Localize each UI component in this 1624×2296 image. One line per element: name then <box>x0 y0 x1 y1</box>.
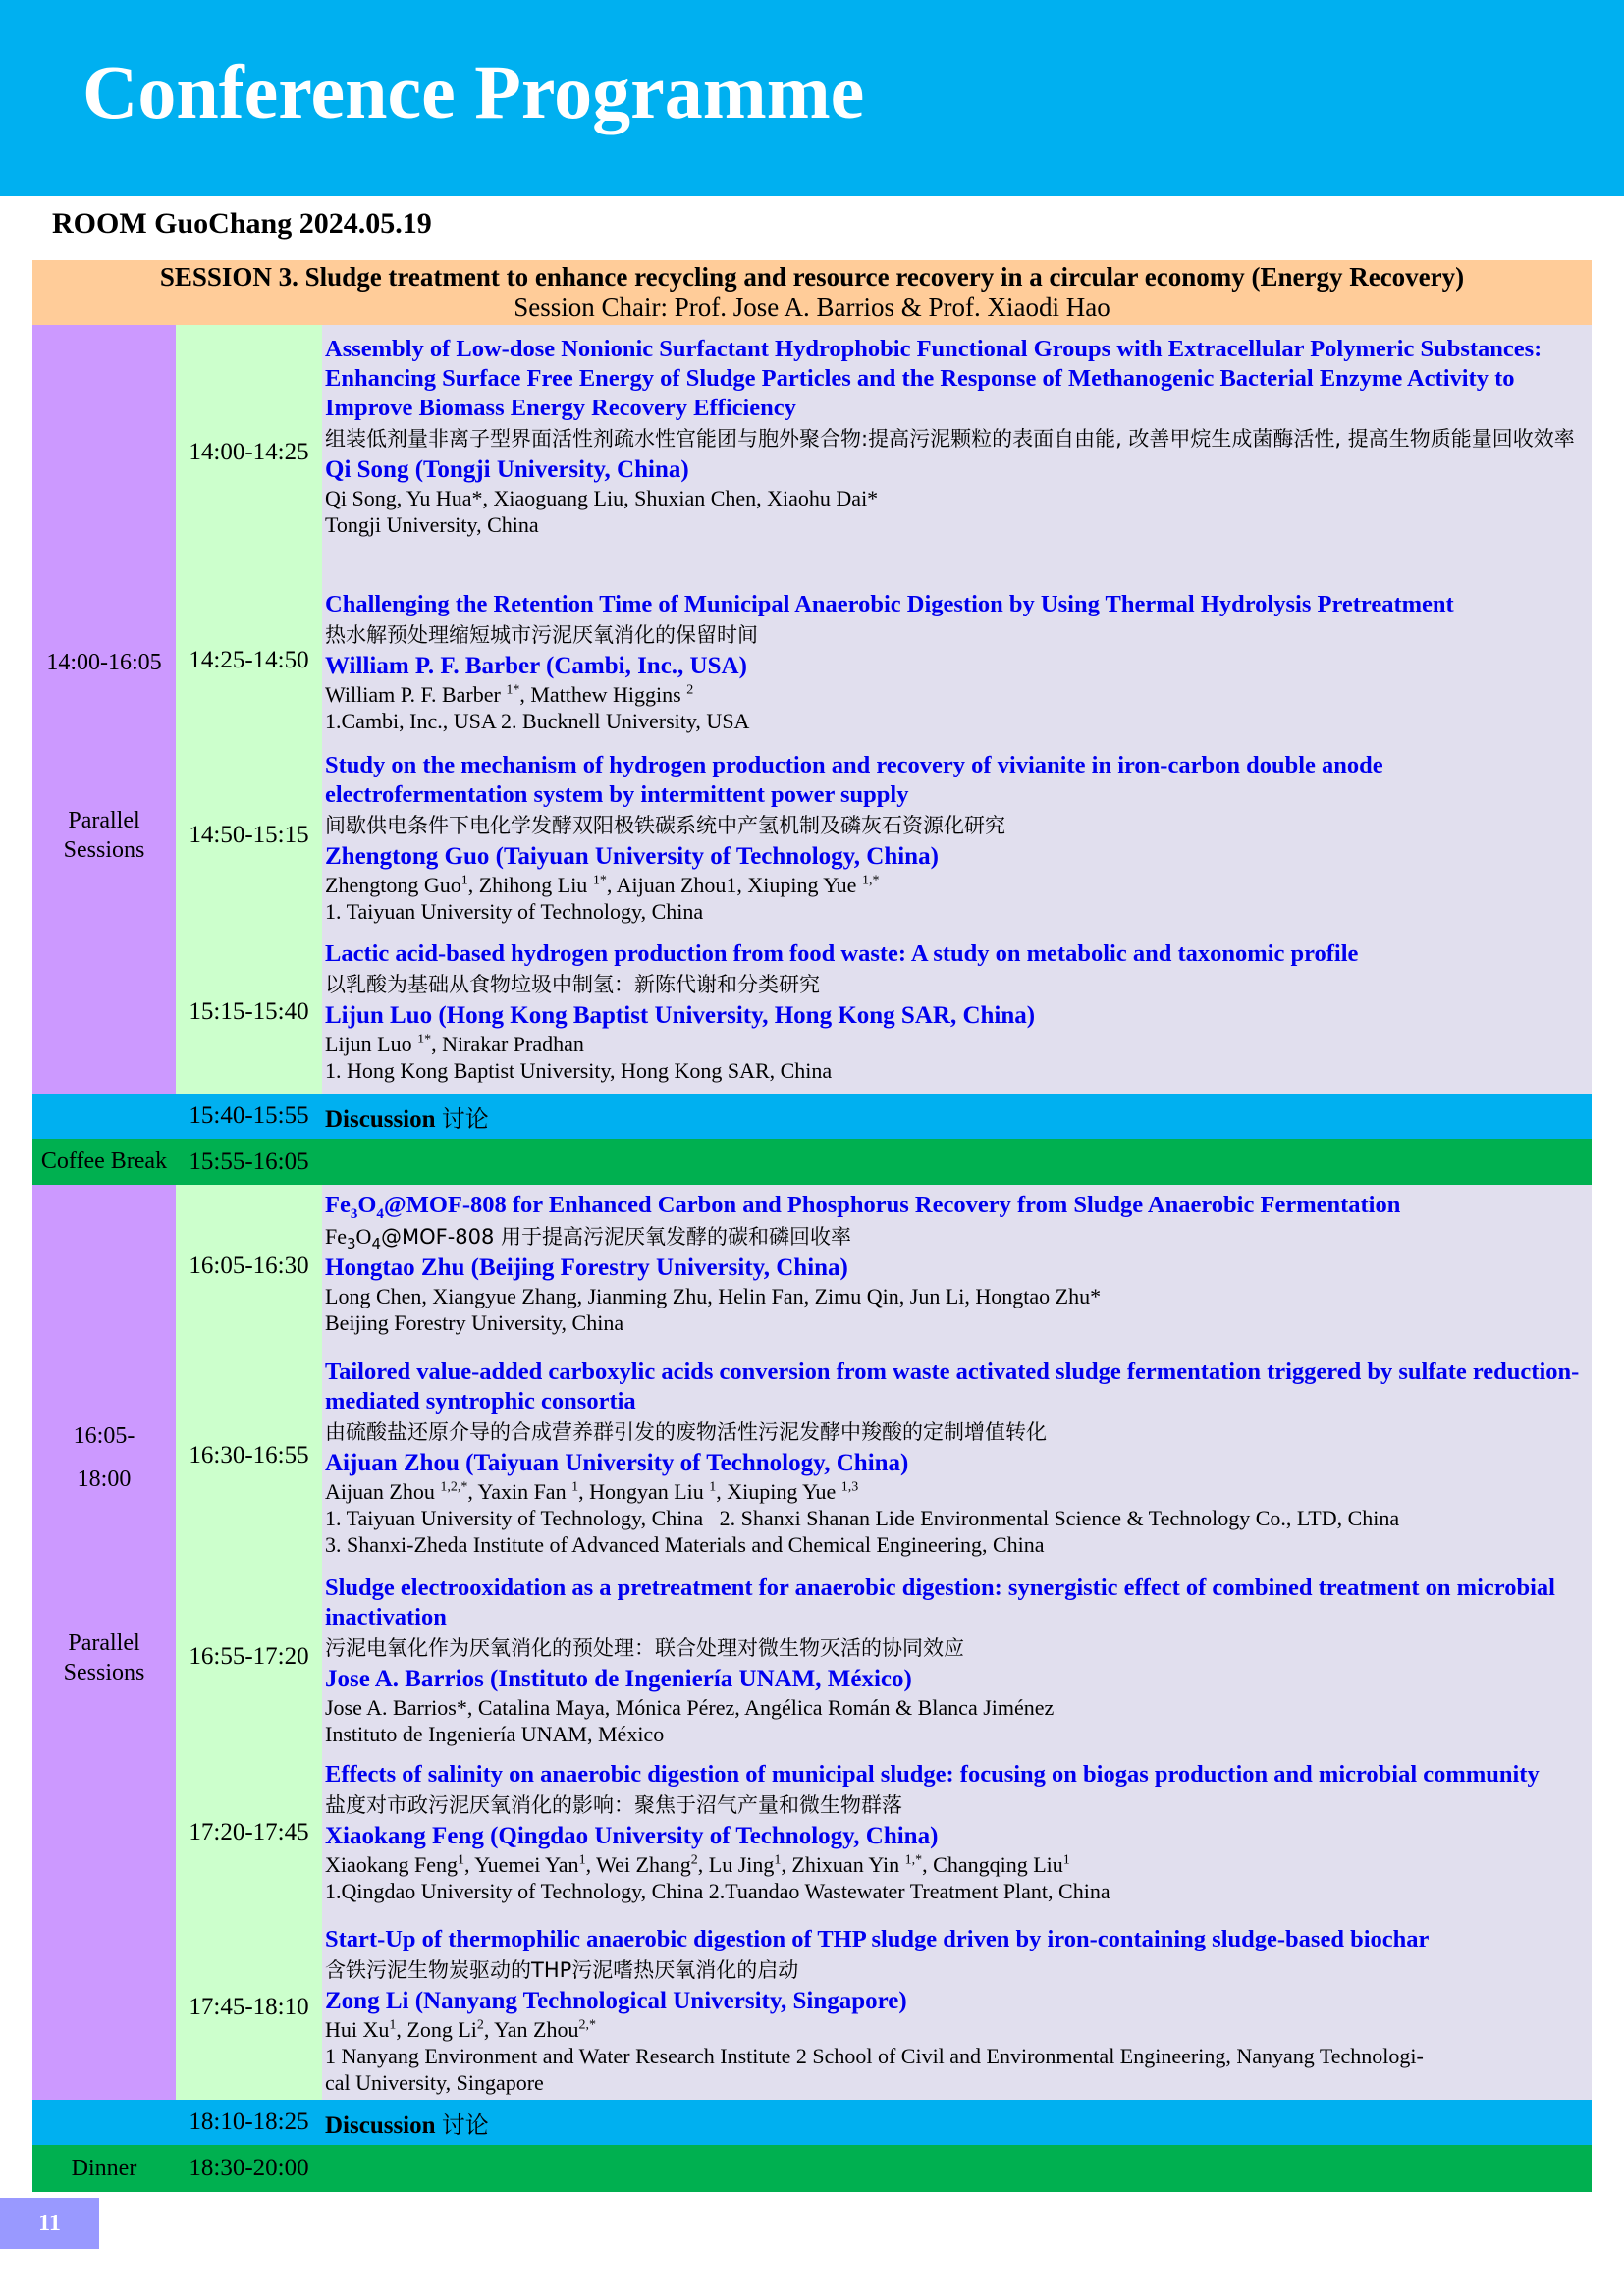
talk-item <box>325 1760 1590 1904</box>
time-slot: 14:50-15:15 <box>189 822 309 848</box>
affiliation: cal University, Singapore <box>325 2070 544 2095</box>
discussion-row <box>32 1094 1592 1139</box>
authors: Long Chen, Xiangyue Zhang, Jianming Zhu, Helin Fan, Zimu Qin, Jun Li, Hongtao Zhu* <box>325 1284 1102 1308</box>
label-line: Parallel <box>68 808 140 833</box>
time-line: 16:05- <box>73 1423 135 1449</box>
label-line: Sessions <box>63 1660 145 1685</box>
page-number: 11 <box>0 2198 99 2249</box>
label-line: Sessions <box>63 837 145 863</box>
talk-title: Start-Up of thermophilic anaerobic digestion of THP sludge driven by iron-containing sludge-based biochar <box>325 1926 1430 1952</box>
block1-talks <box>322 325 1592 1094</box>
talk-title-zh: 以乳酸为基础从食物垃圾中制氢：新陈代谢和分类研究 <box>325 973 820 996</box>
speaker: Aijuan Zhou (Taiyuan University of Technology, China) <box>325 1450 909 1476</box>
talk-item <box>325 335 1590 538</box>
coffee-break-label: Coffee Break <box>40 1148 168 1174</box>
talk-title: Challenging the Retention Time of Municipal Anaerobic Digestion by Using Thermal Hydrolysis Pretreatment <box>325 591 1454 617</box>
time-slot: 15:15-15:40 <box>189 997 309 1025</box>
talk-title: Assembly of Low-dose Nonionic Surfactant Hydrophobic Functional Groups with Extracellular Polymeric Substances: Enhancing Surface Free Energy of Sludge Particles and the Response of Methanogenic Bacterial Enzyme Activity to Improve Biomass Energy Recovery Efficiency <box>325 336 1543 421</box>
speaker: William P. F. Barber (Cambi, Inc., USA) <box>325 653 747 679</box>
talk-item <box>325 751 1590 925</box>
block1-time: 14:00-16:05 <box>46 650 162 675</box>
speaker: Zhengtong Guo (Taiyuan University of Technology, China) <box>325 843 939 870</box>
block2-left-column <box>32 1185 176 2100</box>
affiliation: 1. Hong Kong Baptist University, Hong Kong SAR, China <box>325 1058 833 1083</box>
talk-item <box>325 1358 1590 1558</box>
header-banner <box>0 0 1624 196</box>
talk-title-zh: 含铁污泥生物炭驱动的THP污泥嗜热厌氧消化的启动 <box>325 1958 799 1982</box>
dinner-row <box>32 2145 1592 2192</box>
speaker: Hongtao Zhu (Beijing Forestry University, China) <box>325 1255 848 1281</box>
talk-title: Lactic acid-based hydrogen production from food waste: A study on metabolic and taxonomic profile <box>325 940 1359 967</box>
talk-title-zh: 间歇供电条件下电化学发酵双阳极铁碳系统中产氢机制及磷灰石资源化研究 <box>325 814 1005 837</box>
time-slot: 17:20-17:45 <box>189 1819 309 1845</box>
page-title: Conference Programme <box>82 49 865 134</box>
talk-item <box>325 939 1590 1084</box>
time-line: 18:00 <box>77 1467 132 1492</box>
dinner-label: Dinner <box>71 2155 137 2181</box>
authors: Lijun Luo $^{1*}$, Nirakar Pradhan <box>325 1032 584 1056</box>
affiliation: 1.Qingdao University of Technology, China 2.Tuandao Wastewater Treatment Plant, China <box>325 1879 1110 1903</box>
session-header <box>32 260 1592 325</box>
authors: Xiaokang Feng$^1$, Yuemei Yan$^1$, Wei Zhang$^2$, Lu Jing$^1$, Zhixuan Yin $^{1,*}$, Changqing Liu$^1$ <box>325 1852 1070 1877</box>
discussion-row <box>32 2100 1592 2145</box>
time-slot: 14:00-14:25 <box>189 439 309 465</box>
affiliation: Beijing Forestry University, China <box>325 1310 624 1335</box>
dinner-time: 18:30-20:00 <box>189 2155 309 2181</box>
block2-time-column <box>176 1185 322 2100</box>
talk-title-zh: 盐度对市政污泥厌氧消化的影响：聚焦于沼气产量和微生物群落 <box>325 1793 902 1817</box>
session-title: SESSION 3. Sludge treatment to enhance recycling and resource recovery in a circular economy (Energy Recovery) <box>159 262 1465 292</box>
talk-title-zh: 热水解预处理缩短城市污泥厌氧消化的保留时间 <box>325 623 758 647</box>
speaker: Jose A. Barrios (Instituto de Ingeniería UNAM, México) <box>325 1666 912 1692</box>
authors: Jose A. Barrios*, Catalina Maya, Mónica Pérez, Angélica Román & Blanca Jiménez <box>325 1695 1055 1720</box>
talk-title-zh: 由硫酸盐还原介导的合成营养群引发的废物活性污泥发酵中羧酸的定制增值转化 <box>325 1420 1047 1444</box>
talk-title-zh: $Fe_3O_4@MOF-808$ 用于提高污泥厌氧发酵的碳和磷回收率 <box>325 1224 852 1254</box>
block2-time <box>32 1415 176 1501</box>
authors: Zhengtong Guo$^1$, Zhihong Liu $^{1*}$, Aijuan Zhou1, Xiuping Yue $^{1,*}$ <box>325 873 880 897</box>
affiliation: Instituto de Ingeniería UNAM, México <box>325 1722 665 1746</box>
affiliation: 1.Cambi, Inc., USA 2. Bucknell University, USA <box>325 709 750 733</box>
block2-label <box>32 1629 176 1687</box>
label-line: Parallel <box>68 1630 140 1656</box>
time-slot: 16:05-16:30 <box>189 1253 309 1279</box>
discussion-time: 15:40-15:55 <box>189 1102 309 1129</box>
authors: Hui Xu$^1$, Zong Li$^2$, Yan Zhou$^{2,*}$ <box>325 2017 596 2042</box>
discussion-time: 18:10-18:25 <box>189 2109 309 2135</box>
affiliation: 1. Taiyuan University of Technology, China <box>325 899 704 924</box>
affiliation: 1 Nanyang Environment and Water Research Institute 2 School of Civil and Environmental Engineering, Nanyang Technologi- <box>325 2044 1424 2068</box>
talk-title: Study on the mechanism of hydrogen production and recovery of vivianite in iron-carbon double anode electrofermentation system by intermittent power supply <box>325 752 1383 808</box>
authors: Qi Song, Yu Hua*, Xiaoguang Liu, Shuxian Chen, Xiaohu Dai* <box>325 486 879 510</box>
talk-item <box>325 1574 1590 1747</box>
block1-time-column <box>176 325 322 1094</box>
talk-item <box>325 1925 1590 2096</box>
talk-item <box>325 590 1590 734</box>
block2-talks <box>322 1185 1592 2100</box>
speaker: Qi Song (Tongji University, China) <box>325 456 689 483</box>
coffee-break-row <box>32 1139 1592 1185</box>
affiliation: 3. Shanxi-Zheda Institute of Advanced Materials and Chemical Engineering, China <box>325 1532 1045 1557</box>
affiliation: 1. Taiyuan University of Technology, China 2. Shanxi Shanan Lide Environmental Science & Technology Co., LTD, China <box>325 1506 1400 1530</box>
speaker: Xiaokang Feng (Qingdao University of Technology, China) <box>325 1823 939 1849</box>
speaker: Zong Li (Nanyang Technological University, Singapore) <box>325 1988 907 2014</box>
coffee-break-time: 15:55-16:05 <box>189 1148 309 1175</box>
time-slot: 16:30-16:55 <box>189 1442 309 1468</box>
talk-title: $Fe_3O_4@MOF-808$ for Enhanced Carbon and Phosphorus Recovery from Sludge Anaerobic Fermentation <box>325 1192 1401 1222</box>
block1-left-column <box>32 325 176 1094</box>
discussion-label: Discussion 讨论 <box>325 2110 489 2139</box>
time-slot: 16:55-17:20 <box>189 1643 309 1670</box>
session-chair: Session Chair: Prof. Jose A. Barrios & Prof. Xiaodi Hao <box>514 293 1110 322</box>
talk-title-zh: 污泥电氧化作为厌氧消化的预处理：联合处理对微生物灭活的协同效应 <box>325 1636 964 1660</box>
speaker: Lijun Luo (Hong Kong Baptist University, Hong Kong SAR, China) <box>325 1002 1036 1029</box>
talk-title: Effects of salinity on anaerobic digestion of municipal sludge: focusing on biogas production and microbial community <box>325 1761 1540 1788</box>
block1-label <box>32 806 176 865</box>
discussion-label: Discussion 讨论 <box>325 1104 489 1133</box>
room-date-heading: ROOM GuoChang 2024.05.19 <box>52 207 432 240</box>
affiliation: Tongji University, China <box>325 512 539 537</box>
authors: Aijuan Zhou $^{1,2,*}$, Yaxin Fan $^1$, Hongyan Liu $^1$, Xiuping Yue $^{1,3}$ <box>325 1479 859 1504</box>
talk-title: Sludge electrooxidation as a pretreatment for anaerobic digestion: synergistic effect of combined treatment on microbial inactivation <box>325 1575 1555 1630</box>
time-slot: 17:45-18:10 <box>189 1994 309 2020</box>
authors: William P. F. Barber $^{1*}$, Matthew Higgins $^2$ <box>325 682 694 707</box>
time-slot: 14:25-14:50 <box>189 647 309 673</box>
talk-title: Tailored value-added carboxylic acids conversion from waste activated sludge fermentation triggered by sulfate reduction-mediated syntrophic consortia <box>325 1359 1580 1415</box>
talk-item <box>325 1191 1590 1336</box>
talk-title-zh: 组装低剂量非离子型界面活性剂疏水性官能团与胞外聚合物:提高污泥颗粒的表面自由能, 改善甲烷生成菌酶活性, 提高生物质能量回收效率 <box>325 427 1575 451</box>
